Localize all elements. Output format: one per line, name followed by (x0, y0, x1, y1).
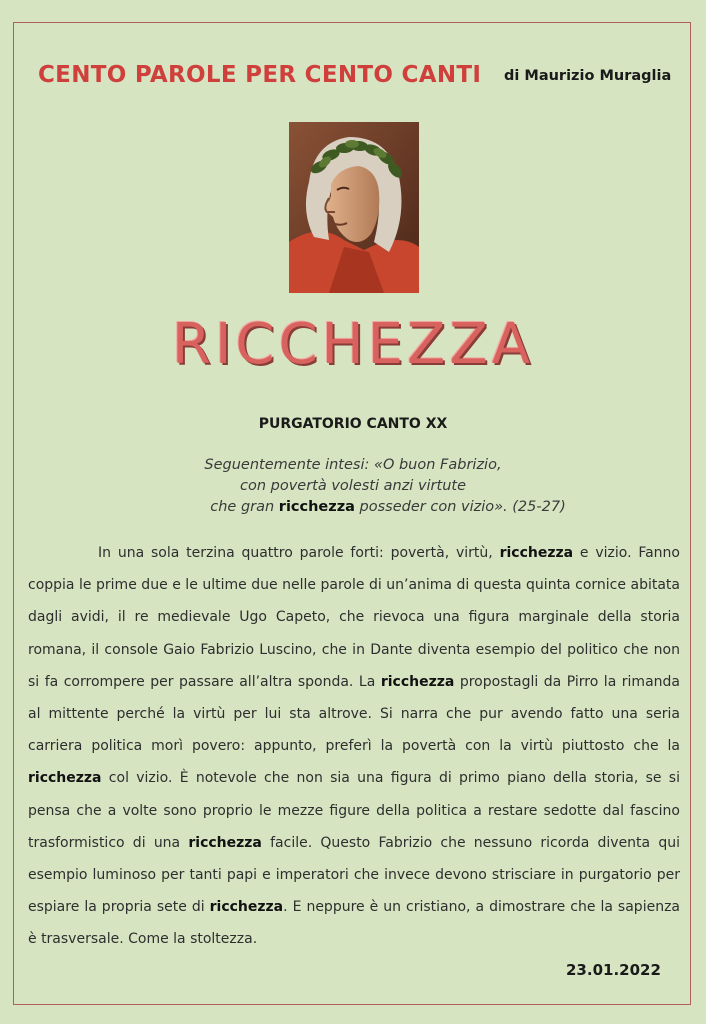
body-segment: propostagli da Pirro la rimanda al mittente perché la virtù per lui sta altrove. Si narra che pur avendo fatto una seria carriera politica morì povero: appunto, preferì la povertà con la virtù piuttosto che la (28, 673, 680, 755)
body-segment: . E neppure è un cristiano, a dimostrare che la sapienza è trasversale. Come la stoltezza. (28, 899, 680, 948)
series-title: CENTO PAROLE PER CENTO CANTI (38, 62, 482, 88)
publication-date: 23.01.2022 (566, 961, 661, 979)
verse-line-1: Seguentemente intesi: «O buon Fabrizio, (204, 457, 502, 473)
body-segment: e vizio. Fanno coppia le prime due e le ultime due nelle parole di un’anima di questa quinta cornice abitata dagli avidi, il re medievale Ugo Capeto, che rievoca una figura marginale della storia romana, il console Gaio Fabrizio Luscino, che in Dante diventa esempio del politico che non si fa corrompere per passare all’altra sponda. La (28, 545, 680, 690)
keyword-highlight: ricchezza (28, 770, 102, 787)
verse-line-3-end: posseder con vizio». (25-27) (354, 499, 566, 515)
author-credit: di Maurizio Muraglia (504, 68, 672, 84)
keyword-highlight: ricchezza (209, 899, 284, 916)
keyword-highlight: ricchezza (499, 545, 574, 561)
body-segment: In una sola terzina quattro parole forti: povertà, virtù, (98, 545, 500, 561)
verse-line-2: con povertà volesti anzi virtute (239, 478, 467, 494)
body-segment: col vizio. È notevole che non sia una figura di primo piano della storia, se si pensa che a volte sono proprio le mezze figure della politica a restare sedotte dal fascino trasformistico di una (28, 770, 680, 851)
keyword-highlight: ricchezza (380, 673, 455, 690)
verse-line-3-start: che gran (210, 499, 279, 515)
keyword-highlight: ricchezza (188, 834, 262, 851)
canto-reference: PURGATORIO CANTO XX (258, 416, 448, 432)
dante-portrait-icon (289, 122, 419, 293)
verse-quote (0, 455, 706, 518)
verse-line-3 (0, 497, 706, 518)
body-segment: facile. Questo Fabrizio che nessuno ricorda diventa qui esempio luminoso per tanti papi e imperatori che invece devono strisciare in purgatorio per espiare la propria sete di (28, 834, 681, 916)
keyword-highlight: ricchezza (278, 499, 355, 515)
commentary-paragraph (28, 537, 680, 956)
main-word-title: RICCHEZZA (171, 312, 535, 377)
